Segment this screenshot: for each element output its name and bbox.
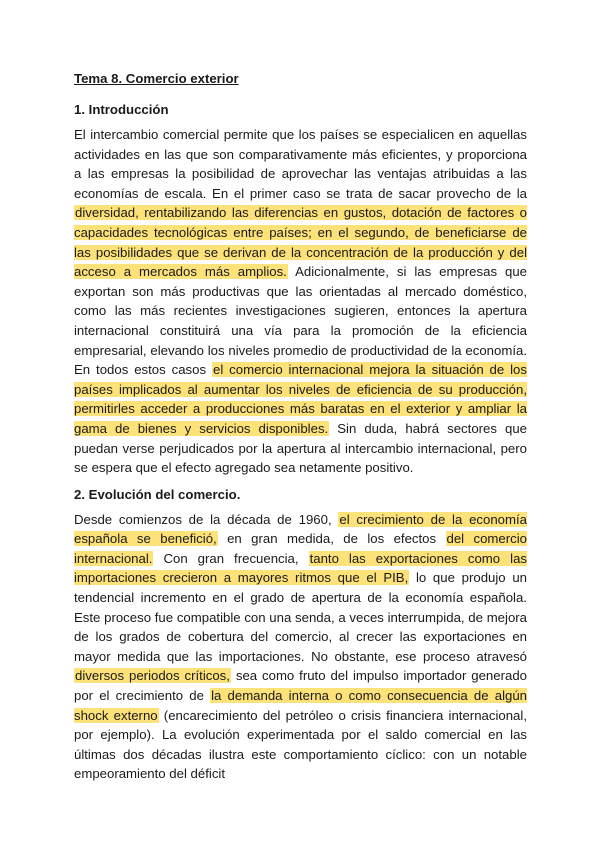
section-heading-evolucion: 2. Evolución del comercio. xyxy=(74,486,241,502)
highlighted-text: la demanda interna o como consecuencia de algún shock externo xyxy=(74,688,528,723)
text-run: sea como fruto del impulso importador generado por el crecimiento de xyxy=(74,668,527,704)
highlighted-text: diversidad, rentabilizando las diferencias en gustos, dotación de factores o capacidades tecnológicas entre países; en el segundo, de beneficiarse de las posibilidades que se derivan de la concentración de la producción y del acceso a mercados más amplios. xyxy=(74,205,527,280)
text-run: en gran medida, de los efectos xyxy=(217,531,446,547)
text-run: Adicionalmente, si las empresas que exportan son más productivas que las orientadas al mercado doméstico, como las más recientes investigaciones sugieren, entonces la apertura internacional constituirá una vía para la promoción de la eficiencia empresarial, elevando los niveles promedio de productividad de la economía. En todos estos casos xyxy=(74,264,527,378)
highlighted-text: el comercio internacional mejora la situación de los países implicados al aumentar los niveles de eficiencia de su producción, permitirles acceder a producciones más baratas en el exterior y ampliar la gama de bienes y servicios disponibles. xyxy=(74,362,527,436)
highlighted-text: tanto las exportaciones como las importaciones crecieron a mayores ritmos que el PIB, xyxy=(74,550,527,586)
text-run: Desde comienzos de la década de 1960, xyxy=(74,511,339,527)
highlighted-text: del comercio internacional. xyxy=(74,531,527,566)
text-run: Sin duda, habrá sectores que puedan verse perjudicados por la apertura al intercambio internacional, pero se espera que el efecto agregado sea netamente positivo. xyxy=(74,420,528,476)
highlighted-text: el crecimiento de la economía española se benefició, xyxy=(74,511,527,547)
highlighted-text: diversos periodos críticos, xyxy=(75,668,230,684)
text-run: lo que produjo un tendencial incremento en el grado de apertura de la economía española. Este proceso fue compatible con una senda, a veces interrumpida, de mejora de los grados de cobertura del comercio, al crecer las exportaciones en mayor medida que las importaciones. No obstante, ese proceso atravesó xyxy=(74,570,527,664)
text-run: Con gran frecuencia, xyxy=(153,550,309,566)
text-run: El intercambio comercial permite que los países se especialicen en aquellas actividades en las que son comparativamente más eficientes, y proporciona a las empresas la posibilidad de aprovechar las ventajas atribuidas a las economías de escala. En el primer caso se trata de sacar provecho de la xyxy=(74,127,527,201)
section-heading-introduccion: 1. Introducción xyxy=(74,102,169,117)
paragraph-evolucion xyxy=(74,510,527,784)
document-title: Tema 8. Comercio exterior xyxy=(74,71,239,86)
text-run: (encarecimiento del petróleo o crisis financiera internacional, por ejemplo). La evolución experimentada por el saldo comercial en las últimas dos décadas ilustra este comportamiento cíclico: con un notable empeoramiento del déficit xyxy=(74,707,527,782)
paragraph-introduccion xyxy=(74,125,527,478)
